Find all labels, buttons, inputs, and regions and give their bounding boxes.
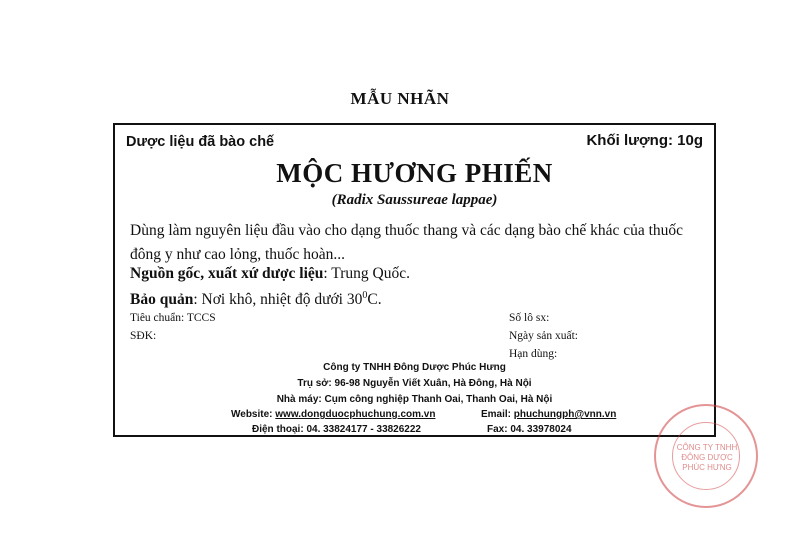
company-headquarters: Trụ sở: 96-98 Nguyễn Viết Xuân, Hà Đông, Hà Nội	[297, 378, 532, 389]
usage-text: Dùng làm nguyên liệu đầu vào cho dạng thuốc thang và các dạng bào chế khác của thuốc đông y như cao lỏng, thuốc hoàn...	[130, 222, 684, 263]
company-fax: Fax: 04. 33978024	[487, 424, 572, 435]
page-title: MẪU NHÃN	[350, 89, 450, 108]
company-factory: Nhà máy: Cụm công nghiệp Thanh Oai, Thanh Oai, Hà Nội	[276, 394, 553, 405]
storage-value: : Nơi khô, nhiệt độ dưới 30	[193, 291, 363, 309]
lot-number: Số lô sx:	[509, 312, 550, 324]
email-link[interactable]: phuchungph@vnn.vn	[513, 409, 617, 420]
storage-unit: C.	[367, 291, 382, 309]
email-label: Email:	[481, 409, 514, 420]
storage-line	[130, 290, 382, 309]
expiry-date: Hạn dùng:	[509, 348, 558, 360]
company-email-line	[481, 409, 616, 420]
company-name: Công ty TNHH Đông Dược Phúc Hưng	[323, 362, 506, 373]
website-link[interactable]: www.dongduocphuchung.com.vn	[275, 409, 436, 420]
registration-number: SĐK:	[130, 330, 157, 342]
company-website-line	[231, 409, 435, 420]
origin-value: : Trung Quốc.	[323, 265, 410, 282]
product-category: Dược liệu đã bào chế	[126, 134, 275, 150]
origin-line	[130, 265, 410, 283]
storage-degree: 0	[362, 290, 368, 301]
scientific-name: (Radix Saussureae lappae)	[331, 192, 498, 208]
product-name: MỘC HƯƠNG PHIẾN	[276, 158, 553, 188]
storage-label: Bảo quản	[130, 291, 194, 309]
net-weight: Khối lượng: 10g	[586, 132, 703, 149]
standard: Tiêu chuẩn: TCCS	[130, 312, 216, 324]
stamp-inner-ring	[672, 422, 740, 490]
manufacture-date: Ngày sản xuất:	[509, 330, 578, 342]
company-stamp	[654, 404, 758, 508]
origin-label: Nguồn gốc, xuất xứ dược liệu	[130, 265, 324, 282]
stamp-text: CÔNG TY TNHH ĐÔNG DƯỢC PHÚC HƯNG	[676, 443, 738, 472]
company-phone: Điện thoại: 04. 33824177 - 33826222	[252, 424, 421, 435]
product-label	[113, 123, 716, 437]
website-label: Website:	[231, 409, 276, 420]
